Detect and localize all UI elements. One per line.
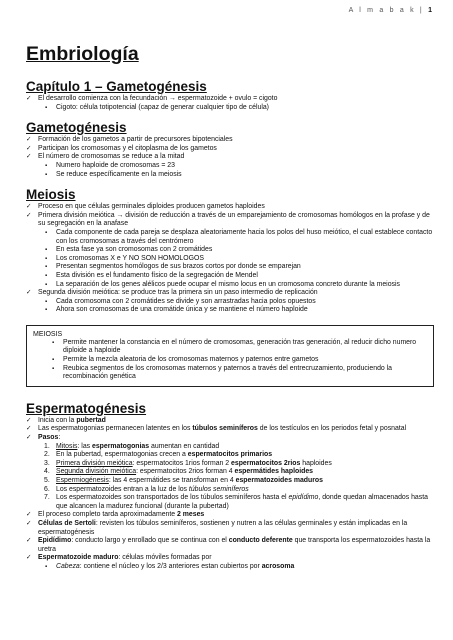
list-item: ✓ Epidídimo: conducto largo y enrollado que se continua con el conducto deferente que transporta los espermatozoides hasta la uretra [26,537,434,554]
page-number: 1 [428,7,432,14]
step-item: 4. Segunda división meiótica: espermatocitos 2rios forman 4 espermátides haploides [44,468,314,476]
list-item: ✓ Inicia con la pubertad [26,417,434,426]
list-item: ✓ El proceso completo tarda aproximadamente 2 meses [26,511,434,520]
step-item: 6. Los espermatozoides entran a la luz de los túbulos seminíferos [44,485,249,493]
list-item: ▪ Numero haploide de cromosomas = 23 [26,162,434,171]
list-item: ▪ Cabeza: contiene el núcleo y los 2/3 anteriores estan cubiertos por acrosoma [26,563,434,572]
list-item: ✓ Proceso en que células germinales diploides producen gametos haploides [26,203,434,212]
document-body [26,43,434,572]
section-heading-gametogenesis: Gametogénesis [26,120,127,136]
list-item: ✓ Células de Sertoli: revisten los túbulos seminíferos, sostienen y nutren a las células germinales y están implicadas en la espermatogénesis [26,520,434,537]
list-item: ✓ El desarrollo comienza con la fecundación → espermatozoide + ovulo = cigoto [26,95,434,104]
header-brand: A l m a b a k | [348,7,424,14]
list-item: ▪ Presentan segmentos homólogos de sus brazos cortos por donde se emparejan [26,263,434,272]
espermatogenesis-list [26,417,434,572]
step-item: 1. Mitosis: las espermatogonias aumentan en cantidad [44,442,220,450]
list-item: ▪ Esta división es el fundamento físico de la segregación de Mendel [26,272,434,281]
list-item: ✓ Primera división meiótica → división de reducción a través de un emparejamiento de cromosomas homólogos en la profase y de su segregación en la anafase [26,212,434,229]
step-item: 2. En la pubertad, espermatogonias crecen a espermatocitos primarios [44,451,273,459]
list-item: ▪ Cigoto: célula totipotencial (capaz de generar cualquier tipo de célula) [26,104,434,113]
list-item: ✓ Formación de los gametos a partir de precursores bipotenciales [26,136,434,145]
list-item: ▪ Los cromosomas X e Y NO SON HOMOLOGOS [26,255,434,264]
list-item: ✓ El número de cromosomas se reduce a la mitad [26,153,434,162]
box-list [33,339,428,382]
list-item: ▪ Se reduce específicamente en la meiosis [26,171,434,180]
meiosis-list [26,203,434,315]
section-heading-espermatogenesis: Espermatogénesis [26,400,147,416]
list-item: ▪ Cada componente de cada pareja se desplaza aleatoriamente hacia los polos del huso meiótico, el cual establece contacto con los cromosomas a través del centrómero [26,229,434,246]
step-item: 3. Primera división meiótica: espermatocitos 1rios forman 2 espermatocitos 2rios haploides [44,459,332,467]
list-item: ▪ Reubica segmentos de los cromosomas maternos y paternos a través del entrecruzamiento, produciendo la recombinación genética [33,365,428,382]
intro-list [26,95,434,112]
meiosis-summary-box [26,325,434,387]
list-item: ▪ Cada cromosoma con 2 cromátides se divide y son arrastradas hacia polos opuestos [26,298,434,307]
box-title: MEIOSIS [33,330,63,338]
gametogenesis-list [26,136,434,179]
list-item: ▪ La separación de los genes alélicos puede ocupar el mismo locus en un cromosoma concreto durante la meiosis [26,281,434,290]
document-title: Embriología [26,43,139,65]
page-header [349,7,432,14]
list-item: ✓ Espermatozoide maduro: células móviles formadas por [26,554,434,563]
list-item: ✓ Pasos: [26,434,434,443]
list-item: ▪ Permite la mezcla aleatoria de los cromosomas maternos y paternos entre gametos [33,356,428,365]
chapter-heading: Capítulo 1 – Gametogénesis [26,79,207,94]
list-item: ✓ Participan los cromosomas y el citoplasma de los gametos [26,145,434,154]
list-item: ✓ Las espermatogonias permanecen latentes en los túbulos seminíferos de los testículos en los periodos fetal y posnatal [26,425,434,434]
list-item: ▪ Ahora son cromosomas de una cromátide única y se mantiene el número haploide [26,306,434,315]
step-item: 7. Los espermatozoides son transportados de los túbulos seminíferos hasta el epidídimo, donde quedan almacenados hasta que alcancen la madurez funcional (durante la pubertad) [44,494,428,510]
step-item: 5. Espermiogénesis: las 4 espermátides se transforman en 4 espermatozoides maduros [44,477,323,484]
list-item: ▪ En esta fase ya son cromosomas con 2 cromátides [26,246,434,255]
list-item: ✓ Segunda división meiótica: se produce tras la primera sin un paso intermedio de replicación [26,289,434,298]
section-heading-meiosis: Meiosis [26,187,76,203]
list-item: ▪ Permite mantener la constancia en el número de cromosomas, generación tras generación, al reducir dicho numero diploide a haploide [33,339,428,356]
